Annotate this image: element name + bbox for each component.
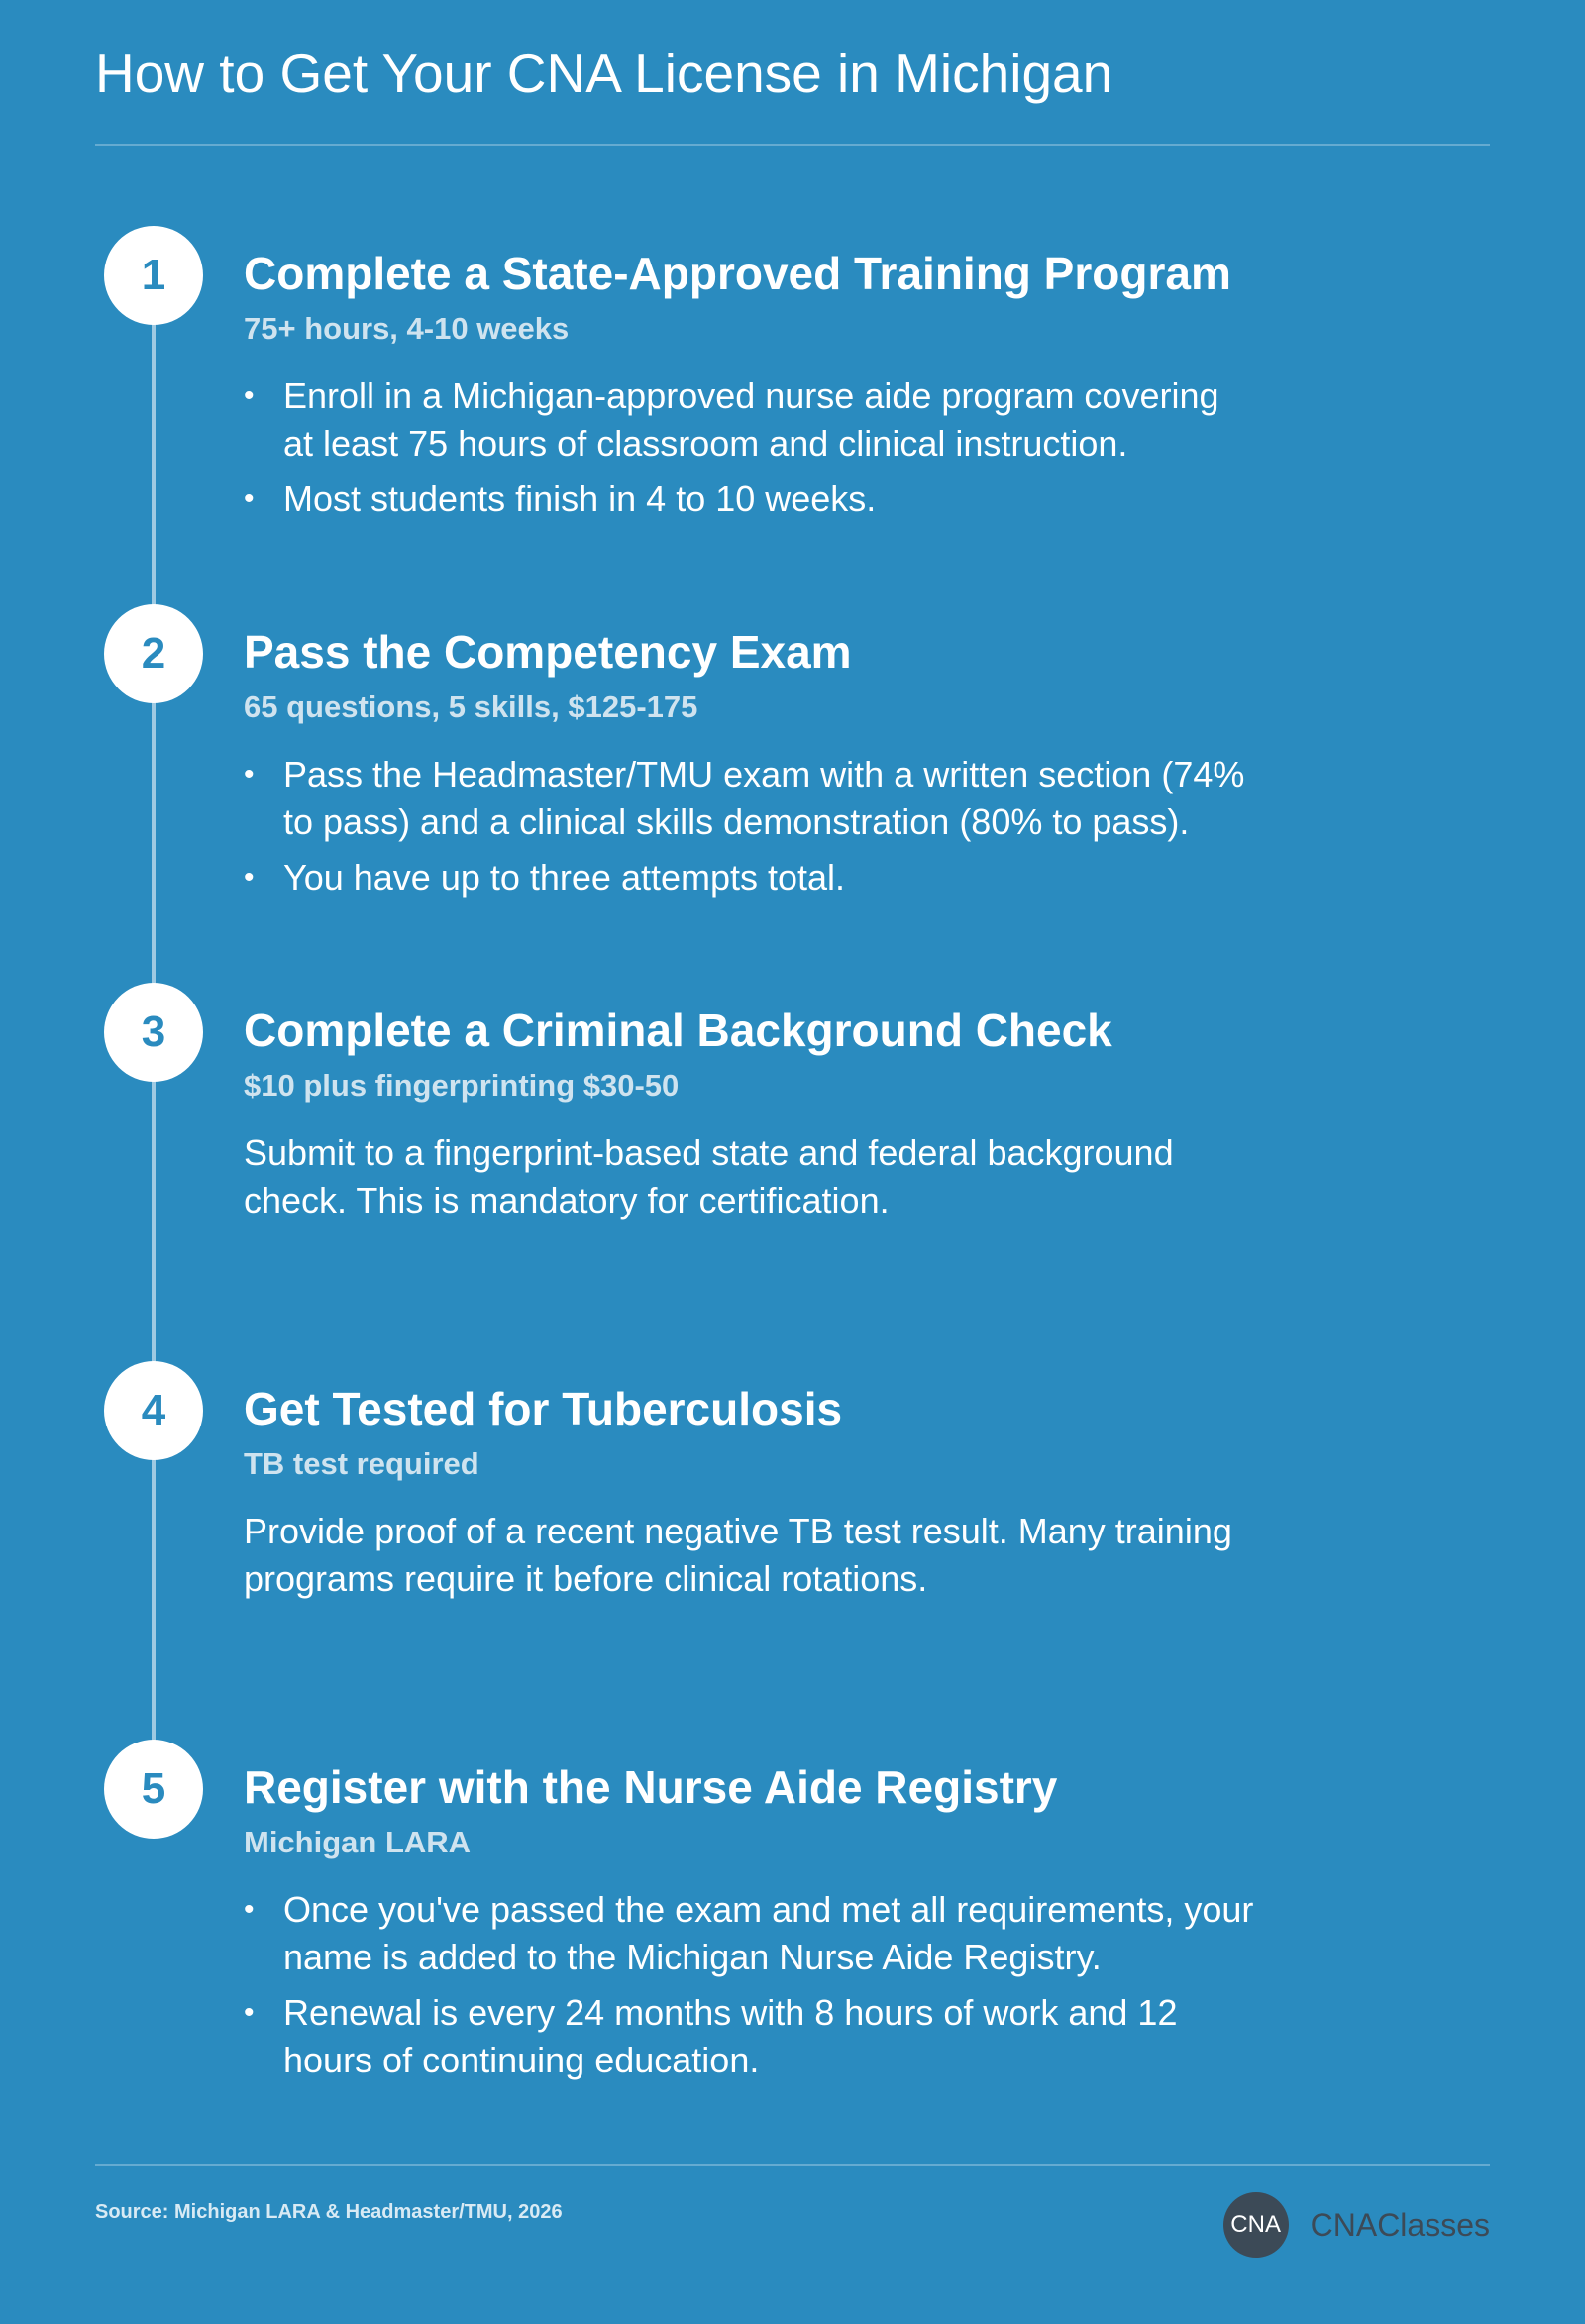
brand	[1223, 2192, 1490, 2258]
step-number-circle: 1	[104, 226, 203, 325]
step-description: Submit to a fingerprint-based state and federal background check. This is mandatory for certification.	[244, 1132, 1174, 1221]
brand-name: CNAClasses	[1310, 2206, 1490, 2243]
step-subtitle: Michigan LARA	[244, 1824, 472, 1859]
step-number-circle: 2	[104, 604, 203, 703]
bullet-text: Renewal is every 24 months with 8 hours of work and 12 hours of continuing education.	[283, 1992, 1178, 2081]
bullet-text: You have up to three attempts total.	[283, 857, 846, 898]
step-content	[244, 626, 1254, 909]
step-description: Provide proof of a recent negative TB test result. Many training programs require it before clinical rotations.	[244, 1511, 1232, 1600]
step-title: Complete a Criminal Background Check	[244, 1004, 1112, 1056]
step-bullet-list	[244, 372, 1254, 523]
bullet-icon: •	[244, 379, 255, 413]
footer-divider	[95, 2164, 1490, 2166]
bullet-text: Pass the Headmaster/TMU exam with a written section (74% to pass) and a clinical skills demonstration (80% to pass).	[283, 754, 1245, 843]
bullet-icon: •	[244, 758, 255, 792]
step-bullet-list	[244, 1886, 1254, 2084]
step-title: Pass the Competency Exam	[244, 626, 852, 678]
step-subtitle: TB test required	[244, 1445, 479, 1481]
bullet-icon: •	[244, 1893, 255, 1927]
list-item	[244, 1989, 1254, 2084]
list-item	[244, 372, 1254, 468]
header-divider	[95, 144, 1490, 146]
list-item	[244, 854, 1254, 901]
step-bullet-list	[244, 751, 1254, 901]
list-item	[244, 1886, 1254, 1981]
step-content	[244, 1761, 1254, 2092]
list-item	[244, 751, 1254, 846]
step-subtitle: 75+ hours, 4-10 weeks	[244, 310, 570, 346]
bullet-text: Enroll in a Michigan-approved nurse aide program covering at least 75 hours of classroom and clinical instruction.	[283, 375, 1219, 465]
bullet-text: Most students finish in 4 to 10 weeks.	[283, 478, 877, 520]
page-title: How to Get Your CNA License in Michigan	[95, 43, 1113, 104]
list-item	[244, 475, 1254, 523]
step-title: Get Tested for Tuberculosis	[244, 1383, 843, 1434]
step-number-circle: 5	[104, 1740, 203, 1839]
step-content	[244, 1383, 1254, 1603]
bullet-icon: •	[244, 1996, 255, 2030]
bullet-text: Once you've passed the exam and met all requirements, your name is added to the Michigan Nurse Aide Registry.	[283, 1889, 1254, 1978]
step-content	[244, 248, 1254, 531]
step-title: Register with the Nurse Aide Registry	[244, 1761, 1058, 1813]
step-subtitle: 65 questions, 5 skills, $125-175	[244, 688, 698, 724]
source-citation: Source: Michigan LARA & Headmaster/TMU, 2026	[95, 2201, 563, 2223]
step-number-circle: 3	[104, 983, 203, 1082]
step-title: Complete a State-Approved Training Program	[244, 248, 1231, 299]
brand-logo-icon: CNA	[1223, 2192, 1289, 2258]
step-subtitle: $10 plus fingerprinting $30-50	[244, 1067, 680, 1103]
bullet-icon: •	[244, 482, 255, 516]
bullet-icon: •	[244, 861, 255, 895]
step-content	[244, 1004, 1254, 1224]
step-number-circle: 4	[104, 1361, 203, 1460]
